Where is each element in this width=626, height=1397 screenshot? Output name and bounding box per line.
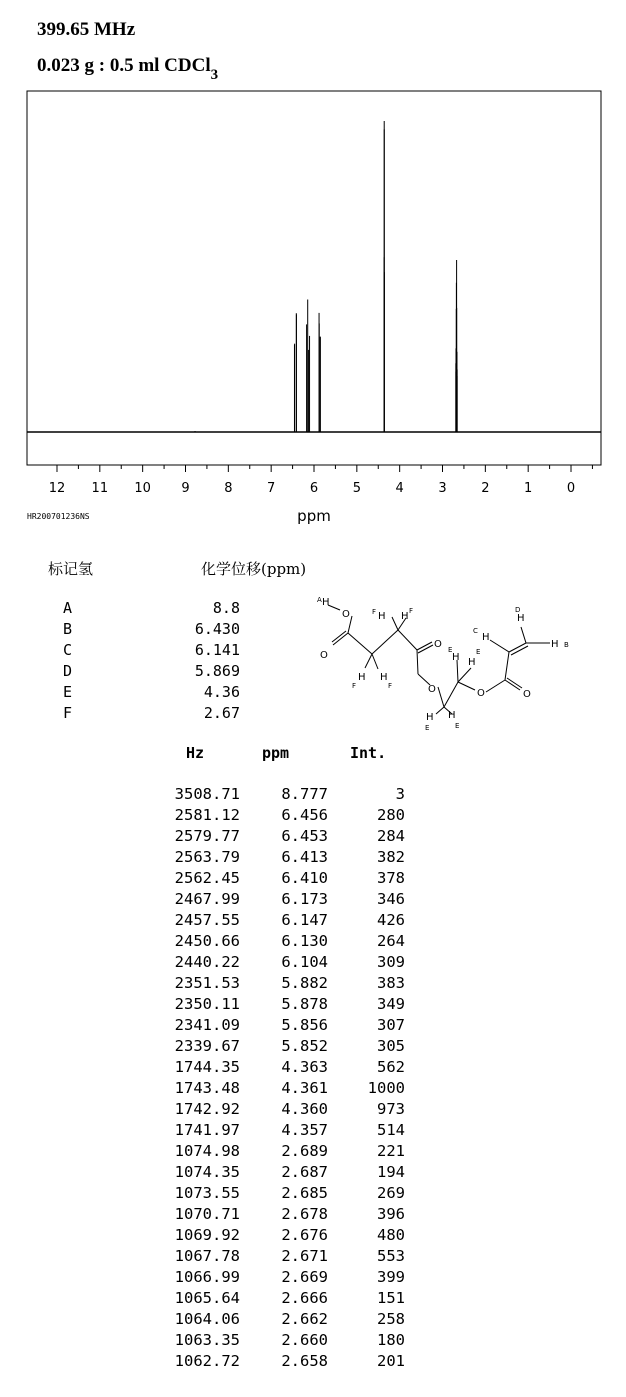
- peak-table-int: 426: [377, 911, 405, 929]
- structure-atom-h: H: [358, 672, 366, 683]
- spectrometer-frequency: 399.65 MHz: [37, 19, 136, 40]
- x-tick-label: 6: [309, 481, 319, 496]
- peak-table-int: 382: [377, 848, 405, 866]
- peak-table-ppm: 2.666: [281, 1289, 328, 1307]
- structure-atom-h: H: [448, 710, 456, 721]
- peak-table-int: 3: [395, 785, 405, 803]
- peak-table-ppm: 5.852: [281, 1037, 328, 1055]
- assignment-shift: 2.67: [203, 704, 240, 722]
- peak-table-ppm: 2.687: [281, 1163, 328, 1181]
- structure-atom-o: O: [320, 650, 328, 661]
- structure-atom-o: O: [523, 689, 531, 700]
- sample-text: 0.023 g : 0.5 ml CDCl: [37, 55, 211, 76]
- peak-table-hz: 2339.67: [174, 1037, 240, 1055]
- assignment-shift: 5.869: [194, 662, 240, 680]
- assignment-shift: 4.36: [203, 683, 240, 701]
- peak-table-int: 258: [377, 1310, 405, 1328]
- peak-table-hz: 2467.99: [174, 890, 240, 908]
- structure-atom-o: O: [428, 684, 436, 695]
- structure-label-e: E: [448, 646, 453, 654]
- x-tick-label: 4: [395, 481, 404, 496]
- peak-table-hz: 2440.22: [174, 953, 240, 971]
- peak-table-hz: 2341.09: [174, 1016, 240, 1034]
- peak-table-hz: 1062.72: [174, 1352, 240, 1370]
- x-tick-label: 1: [524, 481, 533, 496]
- assignment-shift: 8.8: [212, 599, 240, 617]
- structure-atom-h: H: [378, 611, 386, 622]
- structure-atom-f: F: [352, 682, 357, 690]
- peak-table-int: 284: [377, 827, 405, 845]
- peak-table-int: 1000: [367, 1079, 405, 1097]
- peak-table-ppm: 5.856: [281, 1016, 328, 1034]
- peak-table-ppm: 2.689: [281, 1142, 328, 1160]
- peak-table-hz: 1744.35: [174, 1058, 240, 1076]
- structure-atom-h: H: [517, 613, 525, 624]
- assignment-shift: 6.141: [194, 641, 240, 659]
- peak-table-hz: 2350.11: [174, 995, 240, 1013]
- structure-atom-h: H: [426, 712, 434, 723]
- peak-table-hz: 1074.98: [174, 1142, 240, 1160]
- peak-table-ppm: 6.173: [281, 890, 328, 908]
- peak-table-hz: 1064.06: [174, 1310, 240, 1328]
- peak-table-int: 221: [377, 1142, 405, 1160]
- peak-table-int: 553: [377, 1247, 405, 1265]
- structure-atoms: [317, 596, 569, 732]
- peak-table-int: 349: [377, 995, 405, 1013]
- structure-atom-h: H: [551, 639, 559, 650]
- structure-atom-o: O: [434, 639, 442, 650]
- peak-table-hz: 2562.45: [174, 869, 240, 887]
- peak-table-ppm: 8.777: [281, 785, 328, 803]
- peak-table-int: 378: [377, 869, 405, 887]
- assignment-label: A: [63, 599, 73, 617]
- peak-table-hz: 1070.71: [174, 1205, 240, 1223]
- peak-table-hz: 2457.55: [174, 911, 240, 929]
- x-tick-label: 8: [224, 481, 233, 496]
- peak-table-int: 514: [377, 1121, 405, 1139]
- x-tick-label: 3: [438, 481, 447, 496]
- peak-table-int: 307: [377, 1016, 405, 1034]
- peak-table-hz: 1069.92: [174, 1226, 240, 1244]
- peak-table-ppm: 6.130: [281, 932, 328, 950]
- peak-table-int: 309: [377, 953, 405, 971]
- peak-table-int: 264: [377, 932, 405, 950]
- peaks-group: [195, 121, 457, 432]
- peak-table-int: 383: [377, 974, 405, 992]
- peak-table-hz: 1742.92: [174, 1100, 240, 1118]
- peak-table-ppm: 2.676: [281, 1226, 328, 1244]
- structure-atom-f: F: [372, 608, 377, 616]
- plot-frame: [27, 91, 601, 465]
- peak-table-int: 346: [377, 890, 405, 908]
- structure-label-e: E: [455, 722, 460, 730]
- peak-table-hz: 3508.71: [174, 785, 240, 803]
- peak-table-header-hz: Hz: [186, 744, 205, 762]
- x-tick-label: 9: [181, 481, 190, 496]
- assignment-label: D: [63, 662, 73, 680]
- structure-atom-o: O: [477, 688, 485, 699]
- assignment-header-shift: 化学位移(ppm): [201, 560, 307, 578]
- peak-table-int: 180: [377, 1331, 405, 1349]
- peak-table-int: 194: [377, 1163, 405, 1181]
- peak-table-int: 973: [377, 1100, 405, 1118]
- peak-table-header-int: Int.: [350, 744, 387, 762]
- assignment-header-label: 标记氢: [48, 560, 94, 578]
- peak-table-int: 396: [377, 1205, 405, 1223]
- x-tick-label: 2: [481, 481, 490, 496]
- peak-table-hz: 1065.64: [174, 1289, 240, 1307]
- peak-table-ppm: 5.882: [281, 974, 328, 992]
- peak-table-ppm: 2.685: [281, 1184, 328, 1202]
- peak-table-hz: 2450.66: [174, 932, 240, 950]
- peak-table-ppm: 4.363: [281, 1058, 328, 1076]
- peak-table-ppm: 6.104: [281, 953, 328, 971]
- x-tick-label: 0: [566, 481, 576, 496]
- structure-atom-h: H: [468, 657, 476, 668]
- structure-label-d: D: [515, 606, 521, 614]
- peak-table-ppm: 4.357: [281, 1121, 328, 1139]
- x-tick-label: 10: [134, 481, 151, 496]
- sample-subscript: 3: [210, 66, 219, 83]
- peak-table-hz: 2579.77: [174, 827, 240, 845]
- peak-table-int: 269: [377, 1184, 405, 1202]
- peak-table-header-ppm: ppm: [262, 744, 290, 762]
- peak-table-hz: 2563.79: [174, 848, 240, 866]
- structure-atom-f: F: [388, 682, 393, 690]
- peak-table-ppm: 2.669: [281, 1268, 328, 1286]
- x-tick-label: 12: [48, 481, 66, 496]
- peak-table-ppm: 6.147: [281, 911, 328, 929]
- sample-description: [37, 55, 218, 81]
- peak-table-hz: 1063.35: [174, 1331, 240, 1349]
- peak-table-int: 562: [377, 1058, 405, 1076]
- structure-label-a: A: [317, 596, 322, 604]
- assignment-label: B: [63, 620, 73, 638]
- structure-atom-h: H: [322, 597, 330, 608]
- peak-table-hz: 1741.97: [174, 1121, 240, 1139]
- peak-table-ppm: 4.361: [281, 1079, 328, 1097]
- assignment-label: C: [63, 641, 73, 659]
- structure-label-e: E: [476, 648, 481, 656]
- assignment-label: E: [63, 683, 73, 701]
- structure-atom-h: H: [452, 652, 460, 663]
- x-tick-label: 11: [91, 481, 109, 496]
- peak-table-hz: 1073.55: [174, 1184, 240, 1202]
- peak-table-hz: 2351.53: [174, 974, 240, 992]
- molecule-structure: [300, 590, 600, 740]
- structure-label-b: B: [564, 641, 569, 649]
- peak-table-ppm: 2.671: [281, 1247, 328, 1265]
- x-tick-label: 7: [267, 481, 276, 496]
- peak-table-int: 399: [377, 1268, 405, 1286]
- structure-atom-h: H: [482, 632, 490, 643]
- peak-table-hz: 2581.12: [174, 806, 240, 824]
- peak-table-ppm: 2.662: [281, 1310, 328, 1328]
- peak-table-int: 305: [377, 1037, 405, 1055]
- structure-atom-o: O: [342, 609, 350, 620]
- peak-table-ppm: 2.678: [281, 1205, 328, 1223]
- peak-table-int: 480: [377, 1226, 405, 1244]
- assignment-label: F: [63, 704, 73, 722]
- x-tick-label: 5: [352, 481, 361, 496]
- spectrum-code: HR200701236NS: [27, 512, 90, 521]
- structure-atom-f: F: [409, 607, 414, 615]
- peak-table-ppm: 6.410: [281, 869, 328, 887]
- peak-table-hz: 1066.99: [174, 1268, 240, 1286]
- peak-table-hz: 1067.78: [174, 1247, 240, 1265]
- peak-table-int: 151: [377, 1289, 405, 1307]
- structure-label-c: C: [473, 627, 478, 635]
- assignment-shift: 6.430: [194, 620, 240, 638]
- peak-table-ppm: 2.658: [281, 1352, 328, 1370]
- peak-table-int: 280: [377, 806, 405, 824]
- x-axis-ticks: [49, 465, 593, 496]
- nmr-spectrum-chart: [0, 85, 626, 535]
- peak-table-ppm: 6.453: [281, 827, 328, 845]
- peak-table-ppm: 6.413: [281, 848, 328, 866]
- structure-label-e: E: [425, 724, 430, 732]
- structure-atom-h: H: [401, 611, 409, 622]
- peak-table-hz: 1743.48: [174, 1079, 240, 1097]
- peak-table-ppm: 5.878: [281, 995, 328, 1013]
- peak-table-int: 201: [377, 1352, 405, 1370]
- peak-table-hz: 1074.35: [174, 1163, 240, 1181]
- x-axis-label: ppm: [297, 507, 331, 525]
- peak-table-ppm: 2.660: [281, 1331, 328, 1349]
- peak-table-ppm: 4.360: [281, 1100, 328, 1118]
- structure-atom-h: H: [380, 672, 388, 683]
- peak-table-ppm: 6.456: [281, 806, 328, 824]
